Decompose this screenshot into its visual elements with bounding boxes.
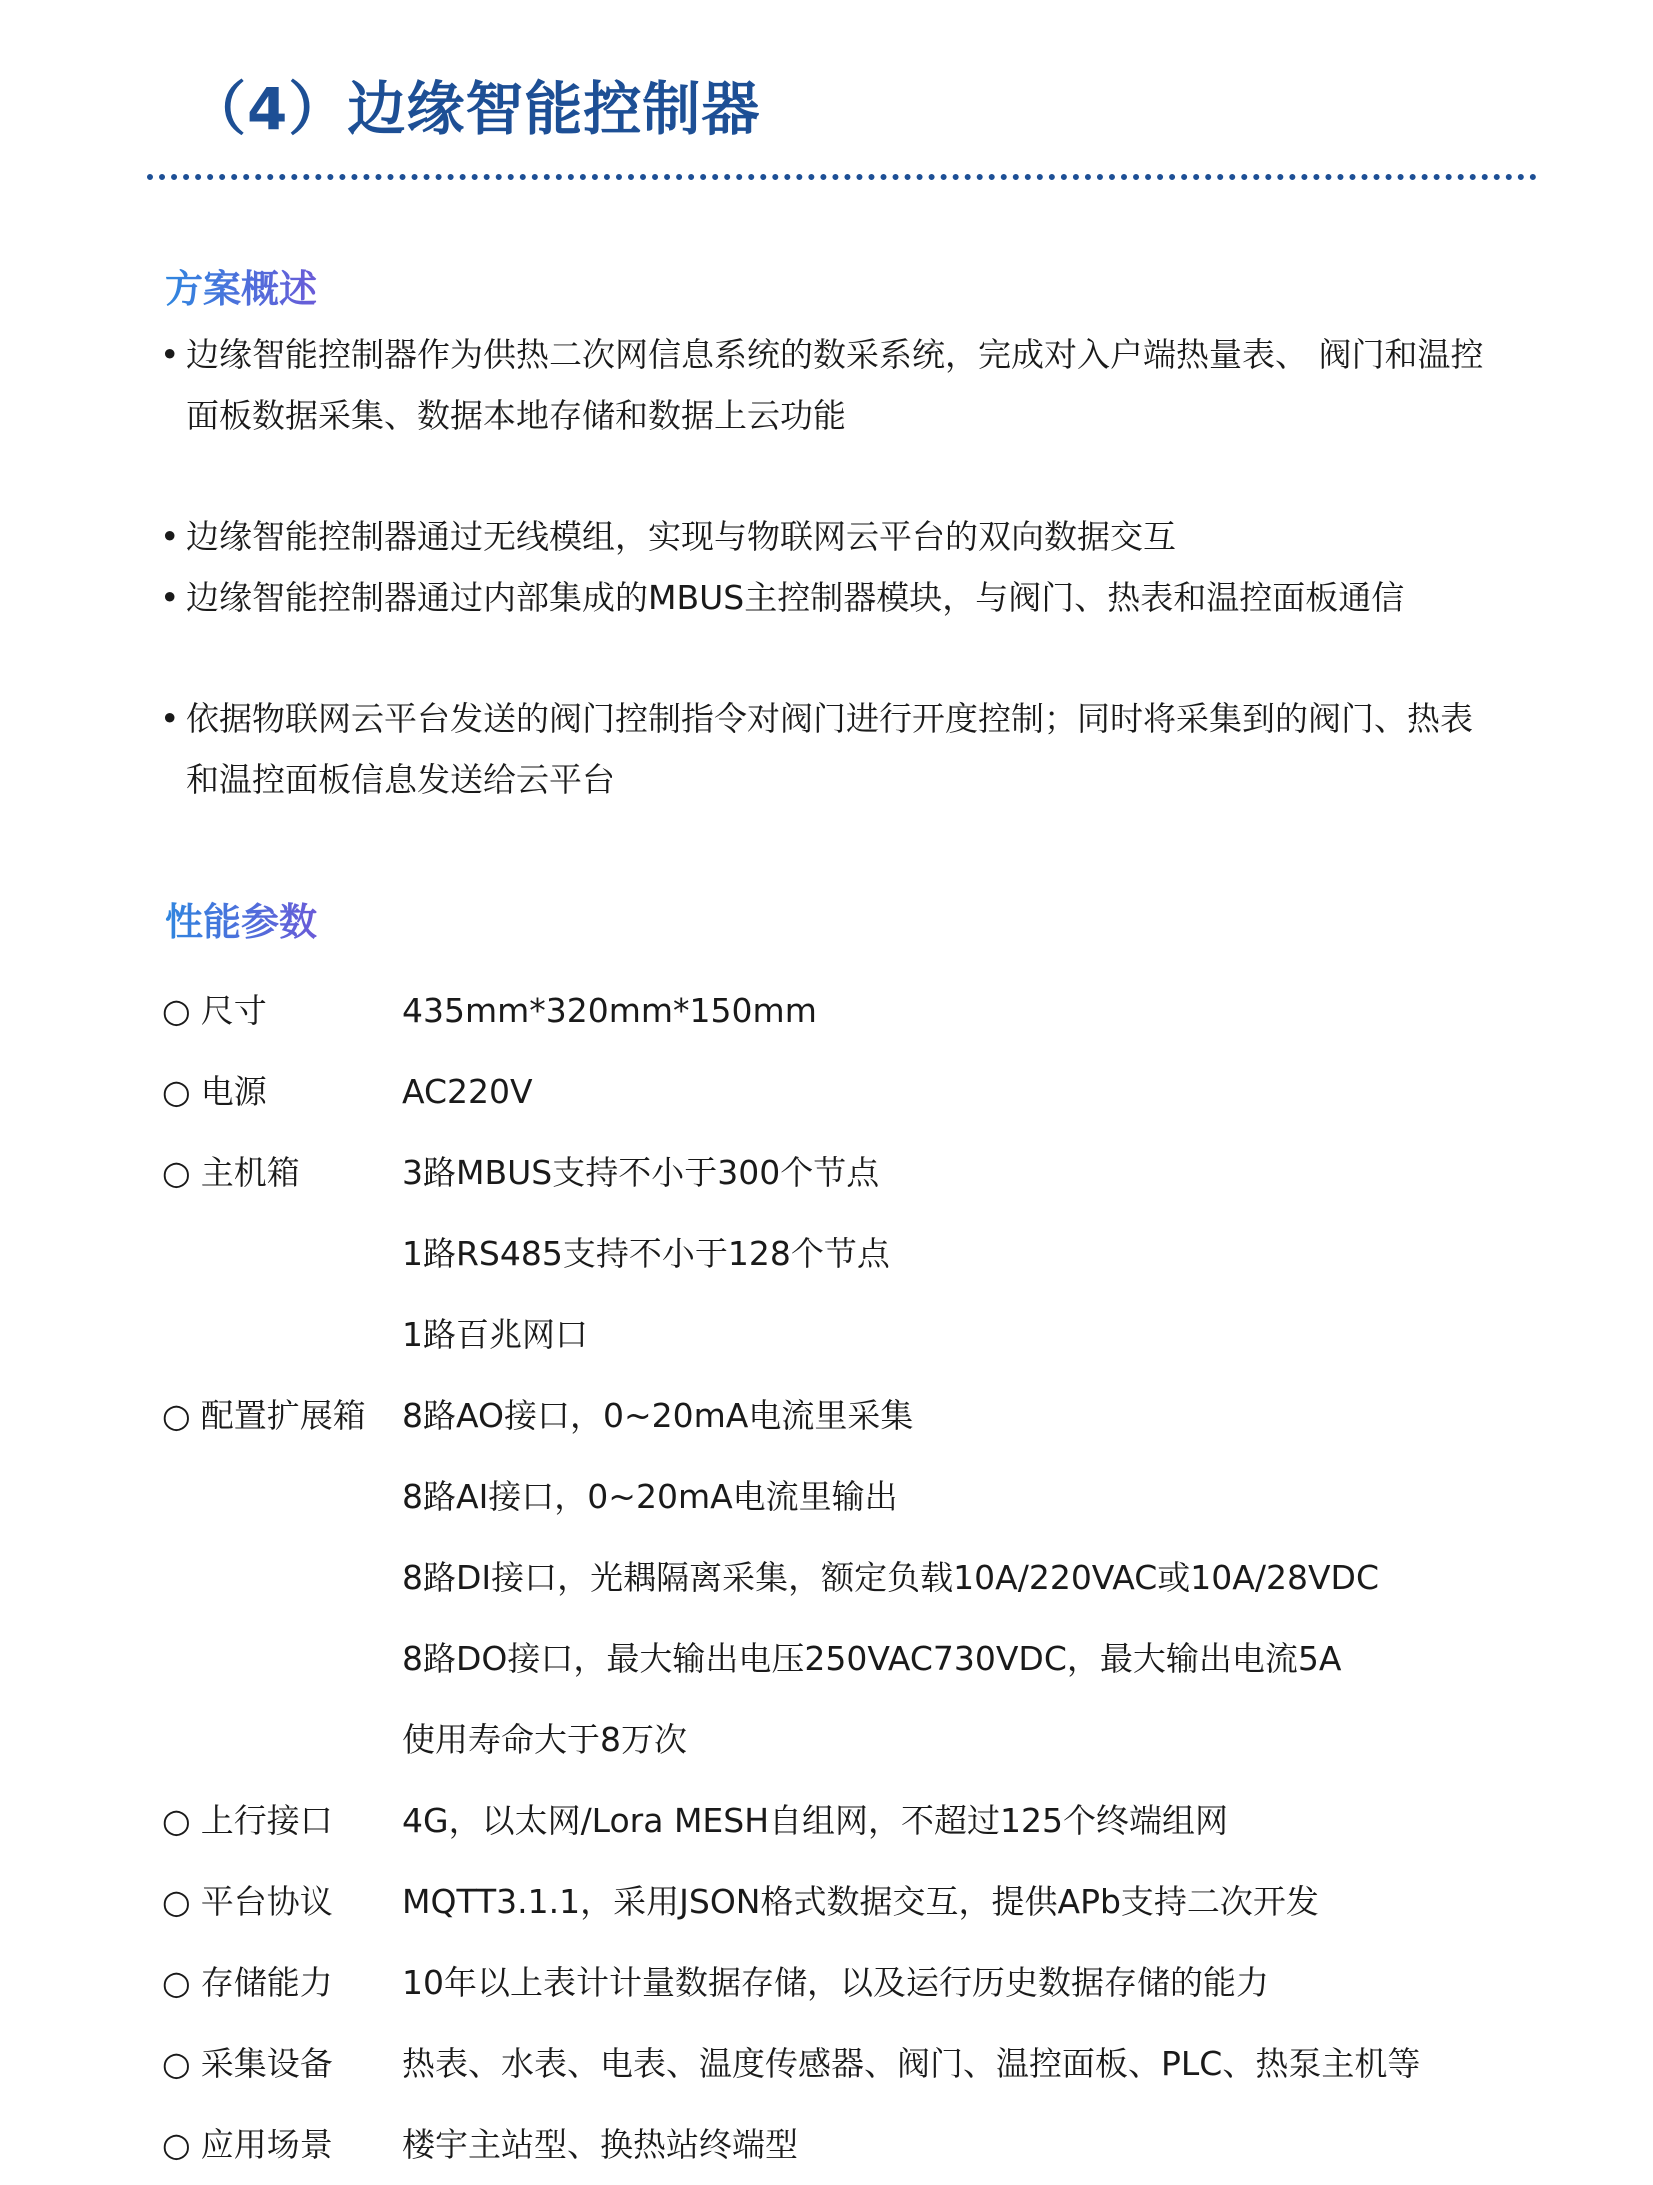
- spec-row: [162, 1375, 1542, 1780]
- spec-label: [162, 2104, 402, 2185]
- spec-value: 8路DI接口，光耦隔离采集，额定负载10A/220VAC或10A/28VDC: [402, 1558, 1380, 1597]
- spec-label: [162, 1942, 402, 2023]
- overview-heading: 方案概述: [165, 258, 317, 313]
- spec-value: 10年以上表计计量数据存储，以及运行历史数据存储的能力: [402, 1963, 1269, 2002]
- circle-bullet-icon: ○: [162, 1882, 191, 1921]
- spec-row: [162, 2023, 1542, 2104]
- spec-row: [162, 1942, 1542, 2023]
- spec-values: [402, 2023, 1542, 2104]
- spec-row: [162, 970, 1542, 1051]
- spec-label: [162, 1051, 402, 1132]
- spec-row: [162, 1780, 1542, 1861]
- spec-value: 1路RS485支持不小于128个节点: [402, 1234, 890, 1273]
- spec-value: 8路DO接口，最大输出电压250VAC730VDC，最大输出电流5A: [402, 1639, 1342, 1678]
- spec-value: 435mm*320mm*150mm: [402, 991, 817, 1030]
- dotted-divider: [147, 174, 1537, 180]
- spec-row: [162, 1051, 1542, 1132]
- spec-value: 热表、水表、电表、温度传感器、阀门、温控面板、PLC、热泵主机等: [402, 2044, 1421, 2083]
- spec-value: 1路百兆网口: [402, 1315, 588, 1354]
- circle-bullet-icon: ○: [162, 1153, 191, 1192]
- spec-values: [402, 1780, 1542, 1861]
- spec-label: [162, 1780, 402, 1861]
- spec-value: 8路AO接口，0~20mA电流里采集: [402, 1396, 914, 1435]
- spec-label-text: 存储能力: [200, 1963, 333, 2002]
- spec-values: [402, 1132, 1542, 1375]
- spec-values: [402, 1375, 1542, 1780]
- spec-label: [162, 1861, 402, 1942]
- spec-table: [162, 970, 1542, 2185]
- page-title: （4）边缘智能控制器: [188, 75, 761, 143]
- overview-bullet: • 边缘智能控制器通过无线模组，实现与物联网云平台的双向数据交互: [160, 506, 1500, 567]
- overview-bullet: • 依据物联网云平台发送的阀门控制指令对阀门进行开度控制；同时将采集到的阀门、热表和温控面板信息发送给云平台: [160, 688, 1500, 810]
- specs-heading: 性能参数: [165, 891, 317, 946]
- spec-row: [162, 1132, 1542, 1375]
- circle-bullet-icon: ○: [162, 2044, 191, 2083]
- overview-bullet: • 边缘智能控制器作为供热二次网信息系统的数采系统，完成对入户端热量表、 阀门和温控面板数据采集、数据本地存储和数据上云功能: [160, 324, 1500, 446]
- spec-label-text: 电源: [200, 1072, 267, 1111]
- circle-bullet-icon: ○: [162, 1963, 191, 2002]
- spec-label-text: 采集设备: [200, 2044, 333, 2083]
- spec-value: AC220V: [402, 1072, 533, 1111]
- spec-values: [402, 1942, 1542, 2023]
- spec-values: [402, 2104, 1542, 2185]
- overview-bullet: • 边缘智能控制器通过内部集成的MBUS主控制器模块，与阀门、热表和温控面板通信: [160, 567, 1500, 628]
- spec-label-text: 配置扩展箱: [200, 1396, 366, 1435]
- spec-values: [402, 1861, 1542, 1942]
- spec-row: [162, 1861, 1542, 1942]
- spec-value: 楼宇主站型、换热站终端型: [402, 2125, 798, 2164]
- spec-label-text: 主机箱: [200, 1153, 300, 1192]
- spec-label: [162, 1132, 402, 1213]
- spec-values: [402, 1051, 1542, 1132]
- spec-label-text: 平台协议: [200, 1882, 333, 1921]
- spec-values: [402, 970, 1542, 1051]
- spec-value: MQTT3.1.1，采用JSON格式数据交互，提供APb支持二次开发: [402, 1882, 1319, 1921]
- spec-value: 4G，以太网/Lora MESH自组网，不超过125个终端组网: [402, 1801, 1229, 1840]
- spec-label: [162, 1375, 402, 1456]
- spec-label: [162, 2023, 402, 2104]
- spec-label: [162, 970, 402, 1051]
- spec-value: 使用寿命大于8万次: [402, 1720, 687, 1759]
- overview-bullet-list: [160, 324, 1500, 810]
- spec-label-text: 尺寸: [200, 991, 267, 1030]
- circle-bullet-icon: ○: [162, 1072, 191, 1111]
- circle-bullet-icon: ○: [162, 2125, 191, 2164]
- spec-value: 3路MBUS支持不小于300个节点: [402, 1153, 880, 1192]
- circle-bullet-icon: ○: [162, 1396, 191, 1435]
- spec-value: 8路AI接口，0~20mA电流里输出: [402, 1477, 898, 1516]
- spec-label-text: 应用场景: [200, 2125, 333, 2164]
- spec-label-text: 上行接口: [200, 1801, 333, 1840]
- spec-row: [162, 2104, 1542, 2185]
- circle-bullet-icon: ○: [162, 1801, 191, 1840]
- circle-bullet-icon: ○: [162, 991, 191, 1030]
